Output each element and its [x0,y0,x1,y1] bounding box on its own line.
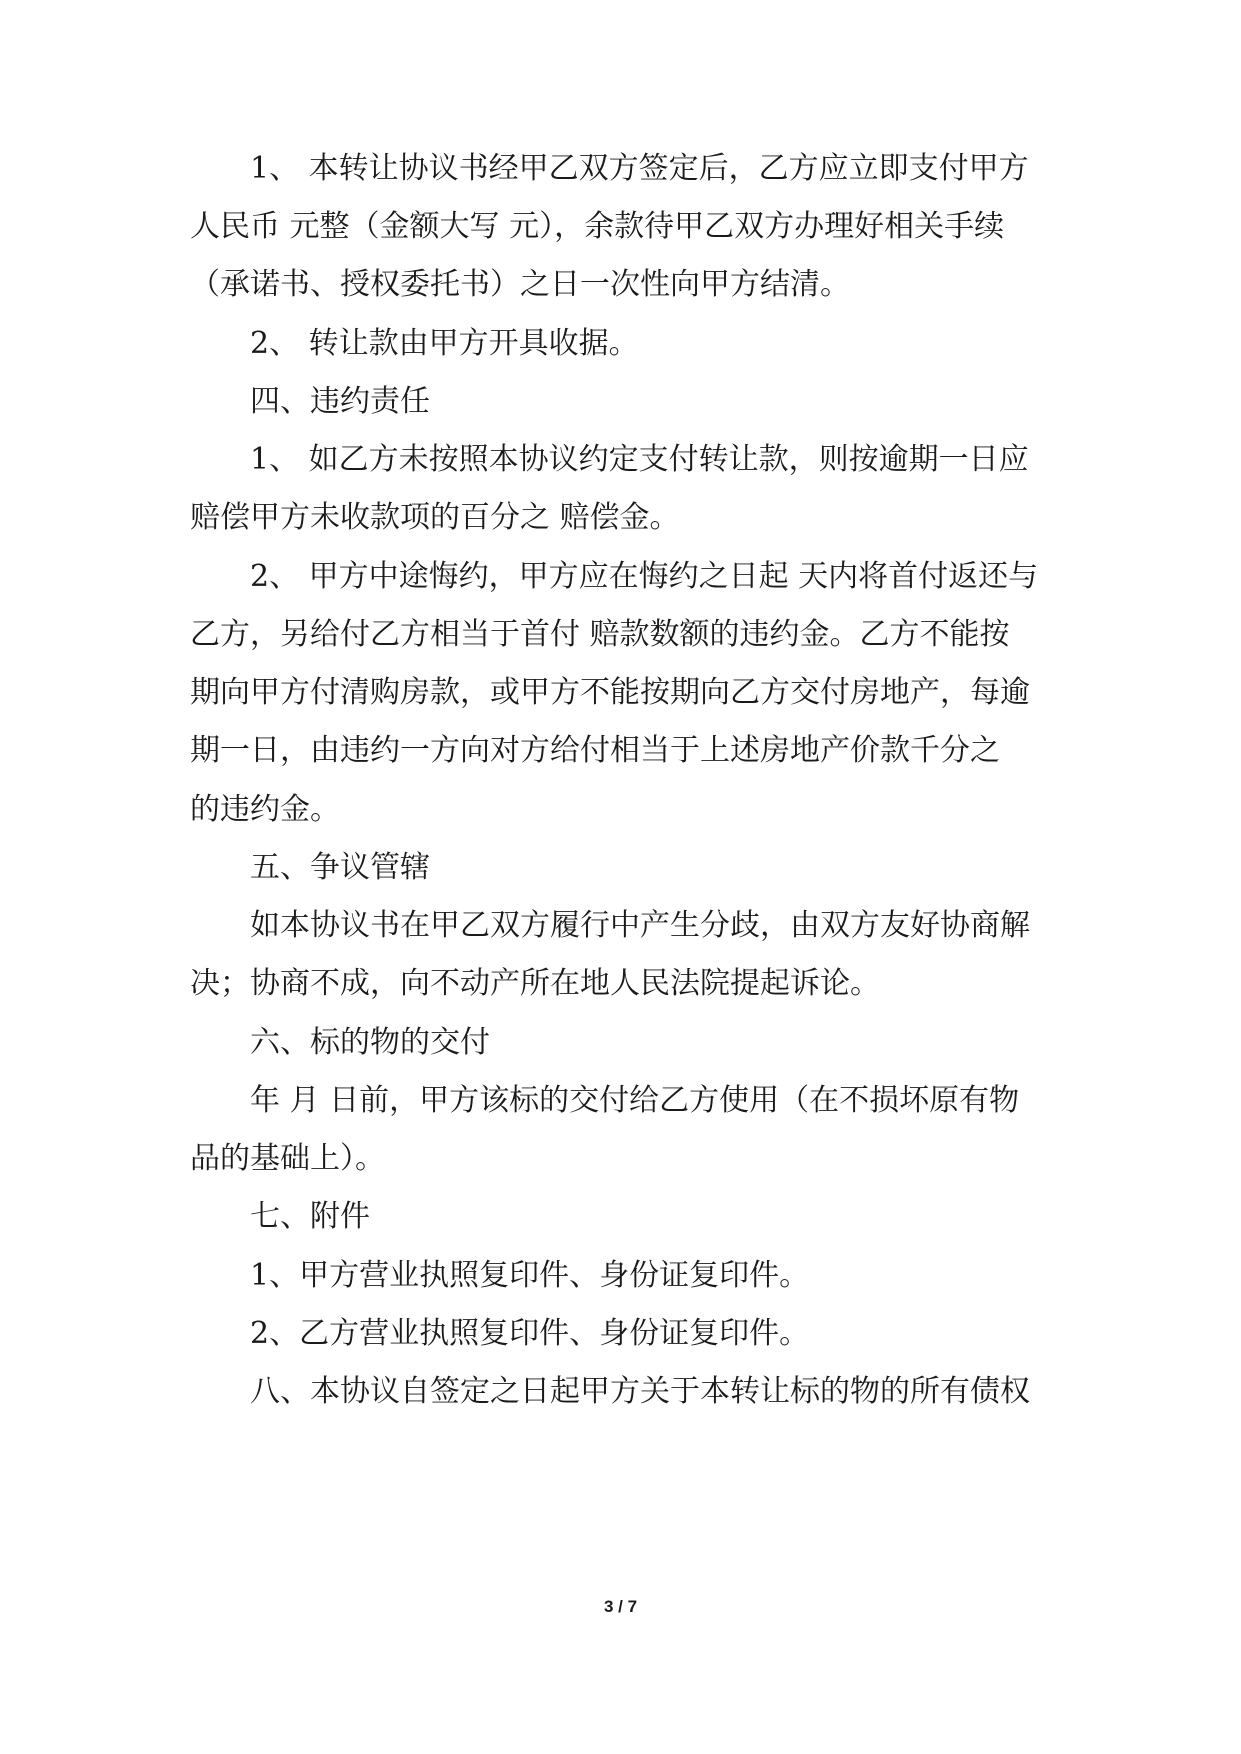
text-line: 品的基础上）。 [190,1141,385,1176]
text-line: 的违约金。 [190,792,340,827]
text-line: 决；协商不成，向不动产所在地人民法院提起诉论。 [190,966,880,1001]
text-line: 八、本协议自签定之日起甲方关于本转让标的物的所有债权 [250,1374,1030,1409]
text-line: 乙方，另给付乙方相当于首付 赔款数额的违约金。乙方不能按 [190,617,1010,652]
text-line: 2、乙方营业执照复印件、身份证复印件。 [250,1316,810,1351]
page-indicator: 3 / 7 [603,1597,638,1616]
text-line: （承诺书、授权委托书）之日一次性向甲方结清。 [190,267,850,302]
text-line: 如本协议书在甲乙双方履行中产生分歧，由双方友好协商解 [250,908,1030,943]
section-heading: 四、违约责任 [250,384,430,419]
text-line: 2、 甲方中途悔约，甲方应在悔约之日起 天内将首付返还与 [250,559,1039,594]
text-line: 期向甲方付清购房款，或甲方不能按期向乙方交付房地产，每逾 [190,675,1030,710]
section-heading: 七、附件 [250,1199,370,1234]
text-line: 年 月 日前，甲方该标的交付给乙方使用（在不损坏原有物 [250,1083,1020,1118]
text-line: 人民币 元整（金额大写 元），余款待甲乙双方办理好相关手续 [190,209,1005,244]
text-line: 1、甲方营业执照复印件、身份证复印件。 [250,1258,810,1293]
text-line: 1、 如乙方未按照本协议约定支付转让款，则按逾期一日应 [250,442,1029,477]
section-heading: 六、标的物的交付 [250,1025,490,1060]
text-line: 赔偿甲方未收款项的百分之 赔偿金。 [190,500,680,535]
text-line: 2、 转让款由甲方开具收据。 [250,326,639,361]
section-heading: 五、争议管辖 [250,850,430,885]
text-line: 1、 本转让协议书经甲乙双方签定后，乙方应立即支付甲方 [250,151,1029,186]
text-line: 期一日，由违约一方向对方给付相当于上述房地产价款千分之 [190,733,1000,768]
